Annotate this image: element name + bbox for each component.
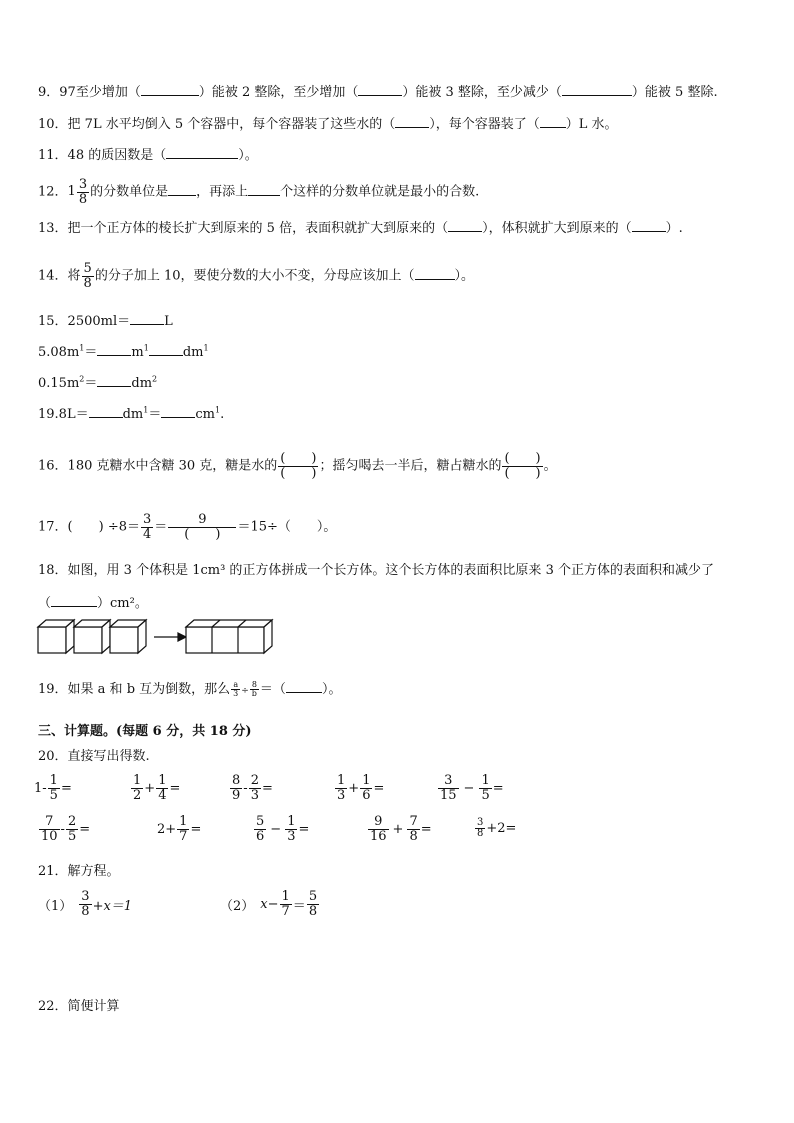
cubes-figure (36, 617, 276, 657)
answer-blank[interactable] (130, 312, 164, 325)
mixed-number: 1 $\frac{3}{8}$ (67, 177, 88, 207)
calc-item: 2+ $\frac{1}{7}$ = (157, 814, 202, 844)
answer-blank[interactable] (286, 680, 322, 693)
cube (110, 627, 138, 653)
question-18-line-2: （ ）cm²。 (38, 596, 148, 611)
question-16: 16．180 克糖水中含糖 30 克，糖是水的 $\frac{( )}{( )}$ ；摇匀喝去一半后，糖占糖水的 $\frac{( )}{( )}$ 。 (38, 451, 557, 481)
answer-blank[interactable] (358, 83, 402, 96)
answer-blank[interactable] (166, 146, 238, 159)
fraction: $\frac{3}{4}$ (142, 512, 152, 542)
answer-blank[interactable] (632, 219, 666, 232)
answer-blank[interactable] (89, 405, 123, 418)
answer-blank[interactable] (97, 374, 131, 387)
fraction: $\frac{a}{3}$ (233, 680, 239, 698)
question-9: 9．97至少增加（ ）能被 2 整除，至少增加（ ）能被 3 整除，至少减少（ ）能被 5 整除. (38, 85, 718, 100)
question-22: 22．简便计算 (38, 999, 120, 1014)
question-18-line-1: 18．如图，用 3 个体积是 1cm³ 的正方体拼成一个长方体。这个长方体的表面积比原来 3 个正方体的表面积和减少了 (38, 563, 714, 578)
cuboid (186, 627, 264, 653)
answer-blank[interactable] (161, 405, 195, 418)
question-19: 19．如果 a 和 b 互为倒数，那么 $\frac{a}{3}$ ÷ $\frac{8}{b}$ ＝（ ）。 (38, 680, 342, 698)
question-15-line-1: 15．2500ml＝ L (38, 314, 173, 329)
answer-blank[interactable] (168, 183, 196, 196)
fraction-blank[interactable]: $\frac{( )}{( )}$ (504, 451, 541, 481)
question-15-line-2: $5.08m^1= m^1$ $dm^1$ (38, 343, 209, 360)
question-11: 11．48 的质因数是（ ）。 (38, 148, 258, 163)
answer-blank[interactable] (149, 343, 183, 356)
fraction: $\frac{8}{b}$ (251, 680, 257, 698)
question-12: 12． 1 $\frac{3}{8}$ 的分数单位是 ，再添上 个这样的分数单位就是最小的合数. (38, 177, 480, 207)
question-13: 13．把一个正方体的棱长扩大到原来的 5 倍，表面积就扩大到原来的（ ），体积就扩大到原来的（ ）. (38, 221, 683, 236)
answer-blank[interactable] (97, 343, 131, 356)
fraction-blank[interactable]: $\frac{( )}{( )}$ (280, 451, 317, 481)
calc-item: $\frac{9}{16}$ + $\frac{7}{8}$ = (370, 814, 432, 844)
calc-item: 1- $\frac{1}{5}$ = (34, 773, 72, 803)
calc-item: $\frac{3}{15}$ − $\frac{1}{5}$ = (440, 773, 504, 803)
calc-item: $\frac{8}{9}$ - $\frac{2}{3}$ = (232, 773, 273, 803)
answer-blank[interactable] (248, 183, 280, 196)
equation-1: （1） $\frac{3}{8}$ +x＝1 (38, 889, 133, 919)
calc-item: $\frac{7}{10}$ - $\frac{2}{5}$ = (41, 814, 91, 844)
question-15-line-3: $0.15m^2= dm^2$ (38, 374, 158, 391)
answer-blank[interactable] (141, 83, 199, 96)
section-3-heading: 三、计算题。(每题 6 分，共 18 分) (38, 724, 252, 739)
equation-2: （2） x− $\frac{1}{7}$ ＝ $\frac{5}{8}$ (220, 889, 318, 919)
question-20-title: 20．直接写出得数. (38, 749, 150, 764)
calc-item: $\frac{5}{6}$ − $\frac{1}{3}$ = (256, 814, 310, 844)
answer-blank[interactable] (562, 83, 632, 96)
cube (74, 627, 102, 653)
calc-item: $\frac{1}{2}$ + $\frac{1}{4}$ = (133, 773, 181, 803)
calc-item: $\frac{3}{8}$ +2= (477, 817, 517, 839)
question-17: 17．( ) ÷8＝ $\frac{3}{4}$ ＝ $\frac{9}{( )}$ ＝15÷（ ）。 (38, 512, 337, 542)
calc-item: $\frac{1}{3}$ + $\frac{1}{6}$ = (337, 773, 385, 803)
question-10: 10．把 7L 水平均倒入 5 个容器中，每个容器装了这些水的（ ），每个容器装了（ ）L 水。 (38, 117, 618, 132)
question-14: 14．将 $\frac{5}{8}$ 的分子加上 10，要使分数的大小不变，分母应该加上（ ）。 (38, 261, 475, 291)
answer-blank[interactable] (540, 115, 566, 128)
answer-blank[interactable] (415, 267, 455, 280)
answer-blank[interactable] (51, 594, 97, 607)
answer-blank[interactable] (395, 115, 429, 128)
answer-blank[interactable] (448, 219, 482, 232)
question-21-title: 21．解方程。 (38, 864, 120, 879)
cube (38, 627, 66, 653)
fraction: $\frac{5}{8}$ (83, 261, 92, 291)
fraction-blank[interactable]: $\frac{9}{( )}$ (168, 513, 236, 541)
question-15-line-4: $19.8L= dm^1= cm^1$. (38, 405, 225, 422)
